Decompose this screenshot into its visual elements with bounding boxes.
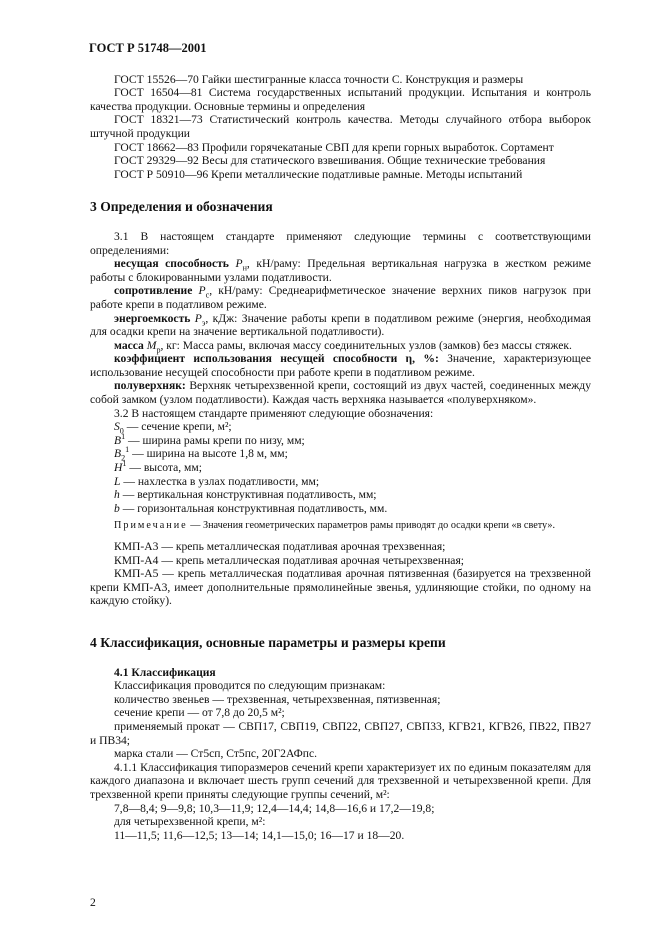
- crepi-types-list: [90, 540, 591, 608]
- definition-item: [90, 352, 591, 379]
- classification-line: 4.1.1 Классификация типоразмеров сечений крепи характеризует их по единым показателям для каждого диапазона и включает шесть групп сечений для трехзвенной и четырехзвенной крепи. Для трехзвенной крепи приняты следующие группы сечений, м²:: [90, 760, 591, 801]
- definitions-intro: 3.1 В настоящем стандарте применяют следующие термины с соответствующими определениями:: [90, 229, 591, 257]
- section-4-heading: 4 Классификация, основные параметры и размеры крепи: [90, 634, 446, 650]
- symbols-intro: 3.2 В настоящем стандарте применяют следующие обозначения:: [114, 406, 434, 420]
- classification-line: 11—11,5; 11,6—12,5; 13—14; 14,1—15,0; 16—17 и 18—20.: [114, 828, 405, 842]
- crepi-type-item: КМП-А4 — крепь металлическая податливая арочная четырехзвенная;: [114, 553, 464, 567]
- document-header: ГОСТ Р 51748—2001: [89, 41, 207, 55]
- symbol-item: $S_0$ — сечение крепи, м²;: [114, 420, 232, 436]
- definition-item: несущая способность $P_н$, кН/раму: Предельная вертикальная нагрузка в жестком режиме работы с блокированными узлами податливости.: [90, 257, 592, 284]
- references-list: [90, 73, 591, 182]
- definition-item: масса $M_р$, кг: Масса рамы, включая массу соединительных узлов (замков) без массы стяжек.: [114, 338, 572, 354]
- symbol-item: h — вертикальная конструктивная податливость, мм;: [114, 488, 377, 502]
- reference-item: ГОСТ Р 50910—96 Крепи металлические податливые рамные. Методы испытаний: [114, 167, 523, 181]
- definition-item: [90, 379, 591, 406]
- definition-text: Верхняк четырехзвенной крепи, состоящий из двух частей, соединенных между собой замком (узлом податливости). Каждая часть верхняка называется «полуверхняком».: [90, 379, 591, 407]
- note-text: — Значения геометрических параметров рамы приводят до осадки крепи «в свету».: [187, 520, 556, 532]
- classification-line: для четырехзвенной крепи, м²:: [114, 815, 266, 829]
- definition-term: масса: [114, 338, 144, 352]
- crepi-type-item: КМП-А5 — крепь металлическая податливая арочная пятизвенная (базируется на трехзвенной крепи КМП-А3, имеет дополнительные прямолинейные звенья, удлиняющие стойки, по одному на каждую стойку).: [90, 567, 591, 608]
- reference-item: ГОСТ 16504—81 Система государственных испытаний продукции. Испытания и контроль качества продукции. Основные термины и определения: [90, 86, 591, 113]
- classification-line: сечение крепи — от 7,8 до 20,5 м²;: [114, 706, 285, 720]
- definition-text: Среднеарифметическое значение верхних пиков нагрузок при работе крепи в податливом режиме.: [90, 284, 592, 311]
- symbol-item: $B^1$ — ширина рамы крепи по низу, мм;: [114, 431, 305, 447]
- section-3-heading: 3 Определения и обозначения: [90, 199, 273, 215]
- definition-text: Масса рамы, включая массу соединительных узлов (замков) без массы стяжек.: [179, 338, 572, 352]
- symbol-item: b — горизонтальная конструктивная податливость, мм.: [114, 501, 388, 515]
- subsection-4-1-heading: 4.1 Классификация: [114, 665, 216, 679]
- definition-text: Значение работы крепи в податливом режиме (энергия, необходимая для осадки крепи на значение вертикальной податливости).: [90, 311, 591, 339]
- classification-line: марка стали — Ст5сп, Ст5пс, 20Г2АФпс.: [114, 747, 318, 761]
- page-number: 2: [90, 896, 96, 909]
- crepi-type-item: КМП-А3 — крепь металлическая податливая арочная трехзвенная;: [114, 540, 446, 553]
- reference-item: ГОСТ 15526—70 Гайки шестигранные класса точности С. Конструкция и размеры: [114, 72, 524, 86]
- symbol-item: $H^1$ — высота, мм;: [114, 459, 202, 475]
- definition-term: энергоемкость: [114, 311, 191, 325]
- reference-item: ГОСТ 18321—73 Статистический контроль качества. Методы случайного отбора выборок штучной продукции: [90, 113, 591, 140]
- definition-item: сопротивление $P_c$, кН/раму: Среднеарифметическое значение верхних пиков нагрузок при работе крепи в податливом режиме.: [90, 284, 592, 311]
- reference-item: ГОСТ 29329—92 Весы для статического взвешивания. Общие технические требования: [114, 154, 546, 168]
- symbol-item: L — нахлестка в узлах податливости, мм;: [114, 474, 320, 488]
- symbols-list: [90, 420, 591, 515]
- note-label: Примечание: [114, 520, 188, 532]
- note: [90, 519, 591, 533]
- definition-term: коэффициент использования несущей способности η, %:: [114, 352, 439, 366]
- definition-term: несущая способность: [114, 257, 229, 271]
- definition-text: Предельная вертикальная нагрузка в жестком режиме работы с блокированными узлами податливости.: [90, 257, 592, 284]
- definition-text: Значение, характеризующее использование несущей способности при работе крепи в податливом режиме.: [90, 352, 591, 379]
- definition-item: энергоемкость $P_э$, кДж: Значение работы крепи в податливом режиме (энергия, необходимая для осадки крепи на значение вертикальной податливости).: [90, 311, 591, 339]
- section-3-body: [90, 230, 591, 608]
- reference-item: ГОСТ 18662—83 Профили горячекатаные СВП для крепи горных выработок. Сортамент: [114, 140, 554, 154]
- classification-line: Классификация проводится по следующим признакам:: [114, 679, 386, 693]
- classification-line: 7,8—8,4; 9—9,8; 10,3—11,9; 12,4—14,4; 14,8—16,6 и 17,2—19,8;: [114, 801, 435, 815]
- definition-term: сопротивление: [114, 284, 193, 298]
- classification-line: применяемый прокат — СВП17, СВП19, СВП22, СВП27, СВП33, КГВ21, КГВ26, ПВ22, ПВ27 и ПВ34;: [90, 719, 591, 747]
- classification-line: количество звеньев — трехзвенная, четырехзвенная, пятизвенная;: [114, 692, 441, 706]
- symbol-item: $B_2^1$ — ширина на высоте 1,8 м, мм;: [114, 445, 288, 463]
- section-4-body: [90, 666, 591, 843]
- definition-term: полуверхняк:: [114, 379, 186, 393]
